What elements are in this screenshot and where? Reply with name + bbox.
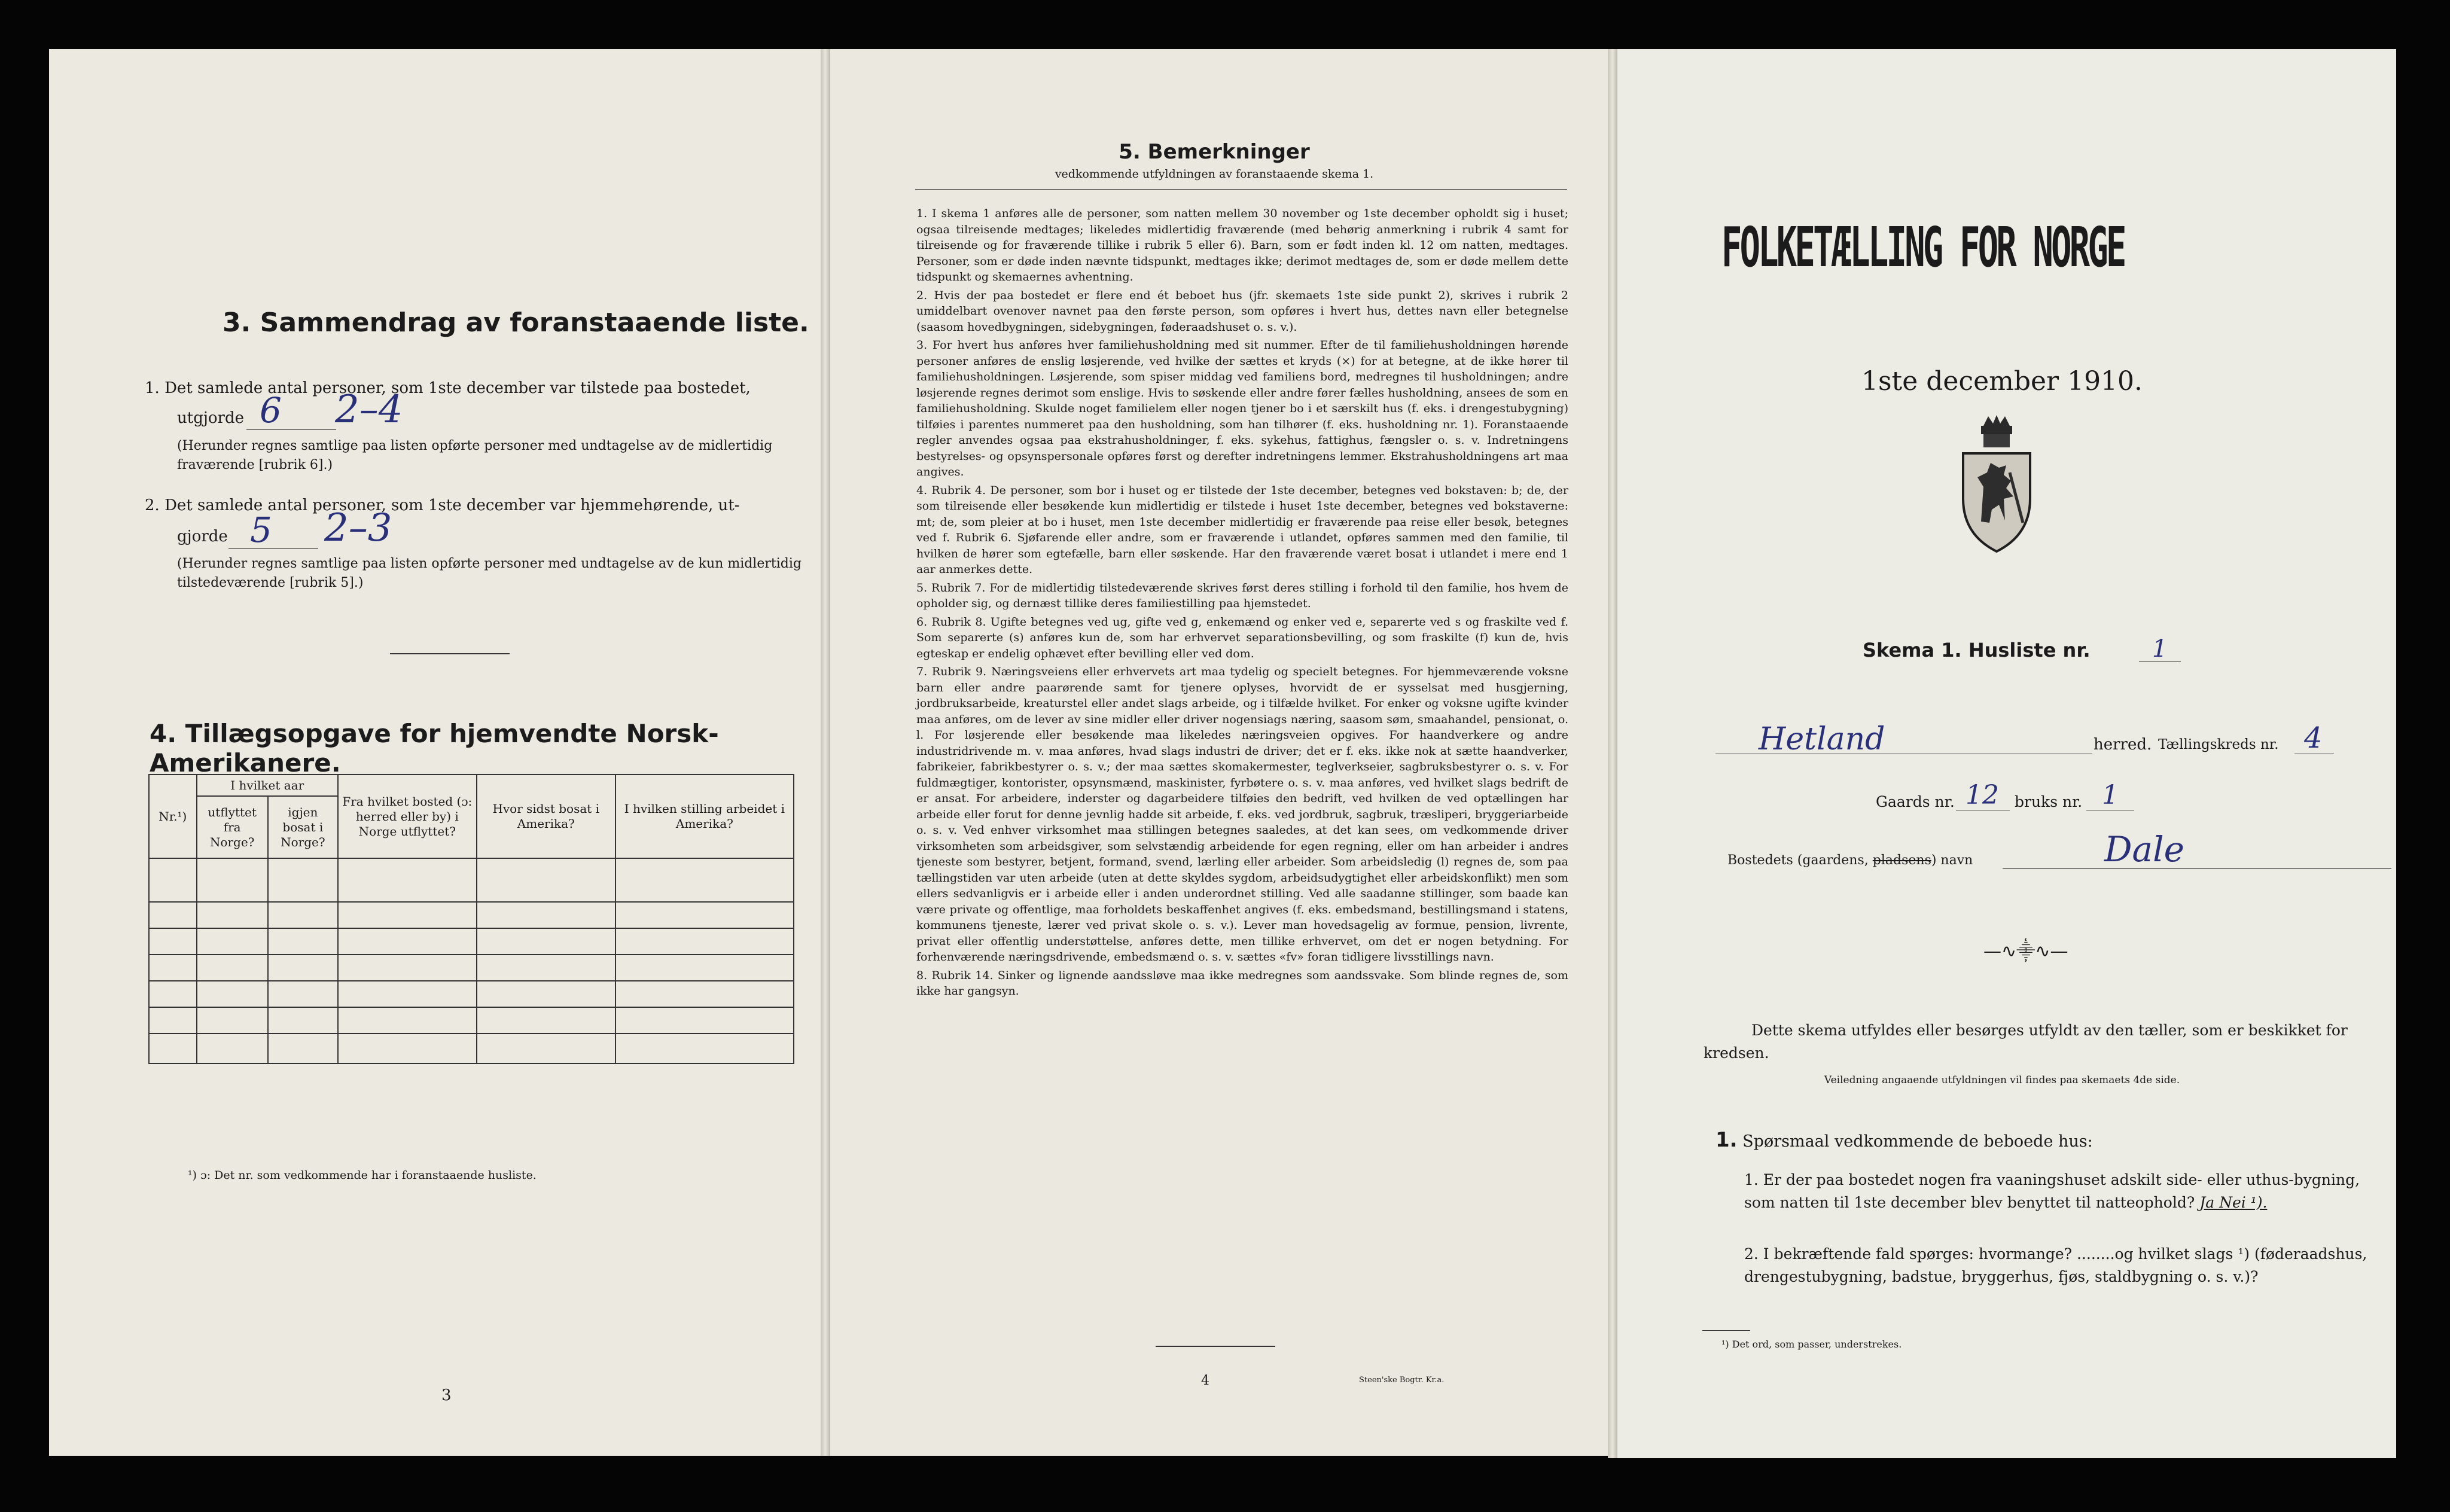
husliste-nr-value: 1 — [2152, 635, 2168, 663]
col-occupation: I hvilken stilling arbeidet i Amerika? — [615, 775, 794, 858]
summary-item-1-label: utgjorde — [177, 409, 245, 427]
gaards-label: Gaards nr. — [1876, 793, 1955, 810]
questions-number: 1. — [1715, 1128, 1738, 1152]
page-number-3: 3 — [441, 1386, 452, 1404]
remark-4: 4. Rubrik 4. De personer, som bor i huset og er tilstede der 1ste december, betegnes ved bokstaven: b; de, der som tilreisende eller besøkende kun midlertidig er tilstede i huset 1ste december, betegnes ved bokstaverne: mt; de, som pleier at bo i huset, men 1ste december midlertidig er fraværende paa reise eller besøk, betegnes ved f. Rubrik 6. Sjøfarende eller andre, som er fraværende i utlandet, opføres sammen med den familie, til hvilken de hører som egtefælle, barn eller søskende. Har den fraværende været bosat i utlandet i mere end 1 aar anmerkes dette. — [916, 483, 1568, 576]
remark-3: 3. For hvert hus anføres hver familiehusholdning med sit nummer. Efter de til familiehusholdningen hørende personer anføres de enslig løsjerende, ved hvilke der sættes et kryds (×) for at betegne, at de ikke hører til familiehusholdningen. Løsjerende, som spiser middag ved familiens bord, medregnes til husholdningen; andre løsjerende regnes derimot som enslige. Hvis to søskende eller andre fører fælles husholdning, ansees de som en familiehusholdning. Skulde noget familielem eller nogen tjener bo i et særskilt hus (f. eks. i drengestubygning) tilføies i parentes nummeret paa den husholdning, som han tilhører (f. eks. husholdning nr. 1). Foranstaaende regler anvendes ogsaa paa ekstrahusholdninger, f. eks. sykehus, fattighus, fængsler o. s. v. Indretningens bestyrelses- og opsynspersonale opføres først og derefter indretningens lemmer. Ekstrahusholdningens art maa angives. — [916, 339, 1568, 478]
questions-header — [1715, 1128, 2093, 1152]
remark-5: 5. Rubrik 7. For de midlertidig tilstedeværende skrives først deres stilling i forhold til den familie, hos hvem de opholder sig, og dernæst tillike deres familiestilling paa hjemstedet. — [916, 581, 1568, 610]
col-returned: igjen bosat i Norge? — [268, 796, 338, 858]
col-year-group: I hvilket aar — [197, 775, 338, 796]
page-number-4: 4 — [1201, 1373, 1209, 1388]
bruks-label: bruks nr. — [2015, 793, 2083, 810]
summary-item-2: 2. Det samlede antal personer, som 1ste december var hjemmehørende, ut- — [145, 496, 740, 514]
item-1-handwritten-correction: 2–4 — [335, 388, 403, 432]
census-title: FOLKETÆLLING FOR NORGE — [1721, 215, 2125, 279]
instruction-note: Veiledning angaaende utfyldningen vil findes paa skemaets 4de side. — [1824, 1074, 2180, 1086]
summary-item-2-label: gjorde — [177, 528, 228, 545]
schema-label: Skema 1. Husliste nr. — [1863, 639, 2091, 662]
norwegian-coat-of-arms-icon — [1960, 415, 2034, 553]
instruction-text: Dette skema utfyldes eller besørges utfyldt av den tæller, som er beskikket for kredsen. — [1704, 1022, 2348, 1062]
questions-header-text: Spørsmaal vedkommende de beboede hus: — [1742, 1132, 2093, 1151]
col-emigrated: utflyttet fra Norge? — [197, 796, 268, 858]
remarks-list — [916, 206, 1568, 1002]
remarks-subtitle: vedkommende utfyldningen av foranstaaende skema 1. — [1055, 167, 1374, 181]
summary-title: 3. Sammendrag av foranstaaende liste. — [223, 307, 809, 338]
right-page — [1608, 49, 2396, 1458]
item-1-handwritten-value: 6 — [260, 390, 282, 431]
summary-item-1: 1. Det samlede antal personer, som 1ste december var tilstede paa bostedet, — [145, 379, 751, 397]
kreds-value: 4 — [2304, 721, 2323, 755]
item-2-handwritten-value: 5 — [250, 510, 272, 550]
remarks-title: 5. Bemerkninger — [1119, 140, 1310, 164]
herred-label: herred. — [2094, 736, 2152, 754]
supplement-title: 4. Tillægsopgave for hjemvendte Norsk-Amerikanere. — [150, 719, 719, 778]
summary-item-2-note: (Herunder regnes samtlige paa listen opførte personer med undtagelse av de kun midlertidig tilstedeværende [rubrik 5].) — [177, 556, 802, 590]
census-date: 1ste december 1910. — [1861, 366, 2143, 397]
table-footnote: ¹) ɔ: Det nr. som vedkommende har i foranstaaende husliste. — [188, 1169, 537, 1182]
kreds-label: Tællingskreds nr. — [2158, 737, 2279, 752]
middle-page — [821, 49, 1608, 1456]
ornament-divider: —∿⸎∿— — [1983, 941, 2068, 962]
printer-mark: Steen'ske Bogtr. Kr.a. — [1359, 1376, 1445, 1385]
question-1-text: 1. Er der paa bostedet nogen fra vaaningshuset adskilt side- eller uthus-bygning, som natten til 1ste december blev benyttet til natteophold? — [1744, 1171, 2360, 1211]
bosted-value: Dale — [2104, 829, 2184, 870]
question-1 — [1744, 1169, 2378, 1214]
gaards-value: 12 — [1966, 780, 1999, 810]
remark-6: 6. Rubrik 8. Ugifte betegnes ved ug, gifte ved g, enkemænd og enker ved e, separerte ved s og fraskilte ved f. Som separerte (s) anføres kun de, som har erhvervet separationsbevilling, og som fraskilte (f) kun de, hvis egteskap er endelig ophævet efter bevilling eller ved dom. — [916, 615, 1568, 660]
right-page-footnote: ¹) Det ord, som passer, understrekes. — [1721, 1339, 1902, 1350]
returnee-table — [148, 774, 794, 1064]
bruks-value: 1 — [2102, 780, 2119, 810]
remark-7: 7. Rubrik 9. Næringsveiens eller erhvervets art maa tydelig og specielt betegnes. For hjemmeværende voksne barn eller andre paarørende samt for tjenere oplyses, hvorvidt de er sysselsat med husgjerning, jordbruksarbeide, kreaturstel eller andet slags arbeide, og i tilfælde hvilket. For enker og voksne ugifte kvinder maa anføres, om de lever av sine midler eller driver nogensiags næring, saasom søm, smaahandel, pensionat, o. l. For løsjerende eller besøkende maa likeledes næringsveien opgives. For haandverkere og andre industridrivende m. v. maa anføres, hvad slags industri de driver; det er f. eks. ikke nok at sætte haandverker, fabrikeier, fabrikbestyrer o. s. v.; der maa sættes skomakermester, teglverkseier, sagbruksbestyrer o. s. v. For fuldmægtiger, kontorister, opsynsmænd, maskinister, fyrbøtere o. s. v. maa anføres, ved hvilket slags bedrift de er ansat. For arbeidere, inderster og dagarbeidere tilføies den bedrift, ved hvilken de ved optællingen har arbeide eller forut for denne jevnlig hadde sit arbeide, f. eks. ved jordbruk, sagbruk, træsliperi, bryggeriarbeide o. s. v. Ved enhver virksomhet maa stillingen betegnes saaledes, at det kan sees, om vedkommende driver virksomheten som arbeidsgiver, som selvstændig arbeidende for egen regning, eller om han arbeider i andres tjeneste som bestyrer, betjent, formand, svend, lærling eller arbeider. Som arbeidsledig (l) regnes de, som paa tællingstiden var uten arbeide (uten at dette skyldes sygdom, arbeidsudygtighet eller arbeidskonflikt) men som ellers sedvanligvis er i arbeide eller i anden underordnet stilling. Ved alle saadanne stillinger, som baade kan være private og offentlige, maa forholdets beskaffenhet angives (f. eks. embedsmand, bestillingsmand i statens, kommunens tjeneste, lærer ved privat skole o. s. v.). Lever man hovedsagelig av formue, pension, livrente, privat eller offentlig understøttelse, anføres dette, men tillike erhvervet, om det er nogen betydning. For forhenværende næringsdrivende, embedsmænd o. s. v. sættes «fv» foran tidligere livsstillings navn. — [916, 665, 1568, 964]
bosted-label-a: Bostedets (gaardens, — [1727, 853, 1869, 868]
remark-2: 2. Hvis der paa bostedet er flere end ét beboet hus (jfr. skemaets 1ste side punkt 2), skrives i rubrik 2 umiddelbart ovenover navnet paa den første person, som opføres i hvert hus, dettes navn eller betegnelse (saasom hovedbygningen, sidebygningen, føderaadshuset o. s. v.). — [916, 288, 1568, 334]
remark-1: 1. I skema 1 anføres alle de personer, som natten mellem 30 november og 1ste december opholdt sig i huset; ogsaa tilreisende medtages; likeledes midlertidig fraværende (med behørig anmerkning i rubrik 4 samt for tilreisende og for fraværende tillike i rubrik 5 eller 6). Barn, som er født inden kl. 12 om natten, medtages. Personer, som er døde inden nævnte tidspunkt, medtages ikke; derimot medtages de, som er døde mellem dette tidspunkt og skemaernes avhentning. — [916, 207, 1568, 284]
summary-item-1-note: (Herunder regnes samtlige paa listen opførte personer med undtagelse av de midlertidig fraværende [rubrik 6].) — [177, 438, 773, 472]
col-nr: Nr.¹) — [149, 775, 197, 858]
col-from-where: Fra hvilket bosted (ɔ: herred eller by) i Norge utflyttet? — [338, 775, 477, 858]
bosted-label-b: ) navn — [1931, 853, 1973, 868]
bosted-label — [1727, 853, 1973, 868]
item-2-handwritten-correction: 2–3 — [324, 506, 392, 550]
bosted-label-struck: pladsens — [1872, 853, 1931, 868]
left-page — [49, 49, 821, 1456]
question-1-answer: Ja Nei ¹). — [2199, 1194, 2268, 1211]
question-2: 2. I bekræftende fald spørges: hvormange? ........og hvilket slags ¹) (føderaadshus, drengestubygning, badstue, bryggerhus, fjøs, staldbygning o. s. v.)? — [1744, 1245, 2367, 1285]
col-last-us: Hvor sidst bosat i Amerika? — [477, 775, 615, 858]
remark-8: 8. Rubrik 14. Sinker og lignende aandssløve maa ikke medregnes som aandssvake. Som blinde regnes de, som ikke har gangsyn. — [916, 968, 1568, 998]
herred-value: Hetland — [1759, 721, 1885, 757]
